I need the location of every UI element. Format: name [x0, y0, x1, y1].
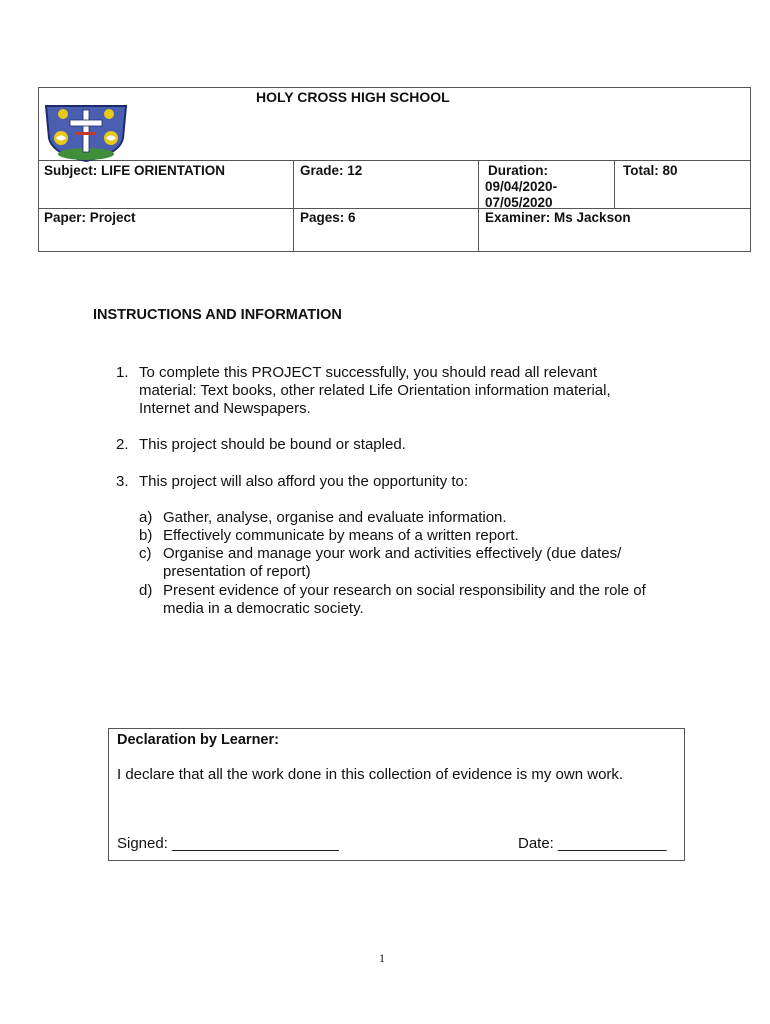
school-name: HOLY CROSS HIGH SCHOOL [256, 89, 450, 105]
grade-label: Grade: 12 [300, 163, 363, 178]
subitem-letter: c) [139, 545, 152, 562]
duration-label: Duration: [488, 163, 548, 178]
subitem-letter: d) [139, 582, 153, 599]
declaration-title: Declaration by Learner: [117, 732, 279, 748]
list-item-line: This project should be bound or stapled. [139, 436, 406, 453]
list-item-line: Internet and Newspapers. [139, 400, 311, 417]
date-field[interactable]: Date: _____________ [518, 835, 667, 852]
list-item-number: 2. [116, 436, 129, 453]
subitem-line: media in a democratic society. [163, 600, 364, 617]
table-rule [293, 160, 294, 252]
list-item-line: This project will also afford you the opportunity to: [139, 473, 469, 490]
subitem-line: Gather, analyse, organise and evaluate information. [163, 509, 507, 526]
total-marks: Total: 80 [623, 163, 678, 178]
table-rule [478, 160, 479, 252]
list-item-line: To complete this PROJECT successfully, you should read all relevant [139, 364, 597, 381]
examiner-label: Examiner: Ms Jackson [485, 210, 631, 225]
list-item-number: 1. [116, 364, 129, 381]
subitem-line: Organise and manage your work and activities effectively (due dates/ [163, 545, 622, 562]
subitem-letter: b) [139, 527, 153, 544]
table-rule [38, 160, 751, 161]
subject-label: Subject: LIFE ORIENTATION [44, 163, 225, 178]
subitem-line: Effectively communicate by means of a written report. [163, 527, 519, 544]
subitem-line: Present evidence of your research on social responsibility and the role of [163, 582, 646, 599]
page-number: 1 [379, 951, 385, 965]
table-rule [614, 160, 615, 208]
instructions-title: INSTRUCTIONS AND INFORMATION [93, 307, 342, 323]
list-item-number: 3. [116, 473, 129, 490]
subitem-line: presentation of report) [163, 563, 311, 580]
subitem-letter: a) [139, 509, 153, 526]
duration-start: 09/04/2020- [485, 179, 558, 194]
list-item-line: material: Text books, other related Life Orientation information material, [139, 382, 611, 399]
declaration-text: I declare that all the work done in this collection of evidence is my own work. [117, 766, 624, 783]
table-rule [38, 208, 751, 209]
duration-end: 07/05/2020 [485, 195, 553, 210]
pages-label: Pages: 6 [300, 210, 356, 225]
paper-label: Paper: Project [44, 210, 136, 225]
school-crest-logo [44, 104, 128, 162]
signed-field[interactable]: Signed: ____________________ [117, 835, 339, 852]
